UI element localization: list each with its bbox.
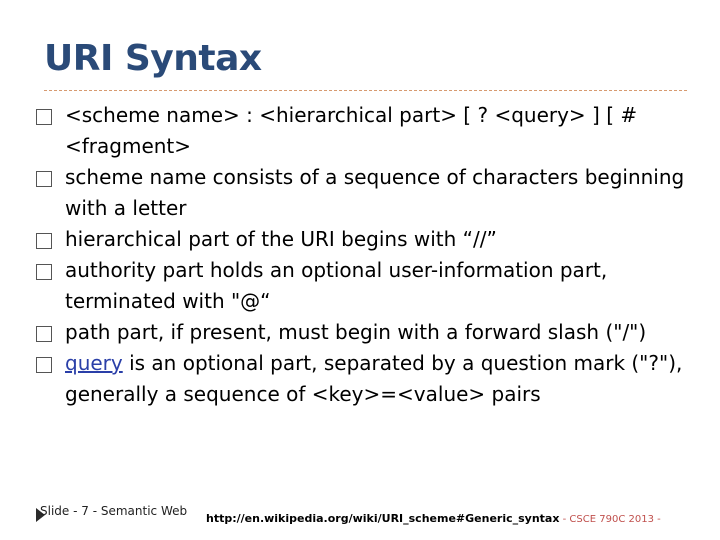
bullet-item — [36, 348, 691, 410]
slide-title: URI Syntax — [44, 38, 262, 79]
bullet-text: <scheme name> : <hierarchical part> [ ? <query> ] [ # <fragment> — [65, 103, 638, 158]
bullet-text: scheme name consists of a sequence of characters beginning with a letter — [65, 165, 685, 220]
course-label: - CSCE 790C 2013 - — [559, 514, 661, 525]
title-divider — [44, 90, 687, 91]
bullet-text: path part, if present, must begin with a forward slash ("/") — [65, 320, 647, 344]
source-url: http://en.wikipedia.org/wiki/URI_scheme#Generic_syntax — [206, 512, 560, 525]
bullet-text: authority part holds an optional user-information part, terminated with "@“ — [65, 258, 608, 313]
bullet-text: is an optional part, separated by a question mark ("?"), generally a sequence of <key>=<value> pairs — [65, 351, 683, 406]
slide-number-label: Slide - 7 - Semantic Web — [40, 504, 188, 518]
bullet-item — [36, 100, 691, 162]
bullet-item — [36, 317, 691, 348]
checkbox-bullet-icon — [36, 357, 52, 373]
bullet-item — [36, 224, 691, 255]
checkbox-bullet-icon — [36, 171, 52, 187]
checkbox-bullet-icon — [36, 264, 52, 280]
footer-source — [206, 512, 661, 525]
query-link[interactable]: query — [65, 351, 123, 375]
checkbox-bullet-icon — [36, 326, 52, 342]
bullet-text: hierarchical part of the URI begins with “//” — [65, 227, 497, 251]
bullet-item — [36, 162, 691, 224]
bullet-item — [36, 255, 691, 317]
bullet-list — [36, 100, 691, 410]
checkbox-bullet-icon — [36, 109, 52, 125]
checkbox-bullet-icon — [36, 233, 52, 249]
